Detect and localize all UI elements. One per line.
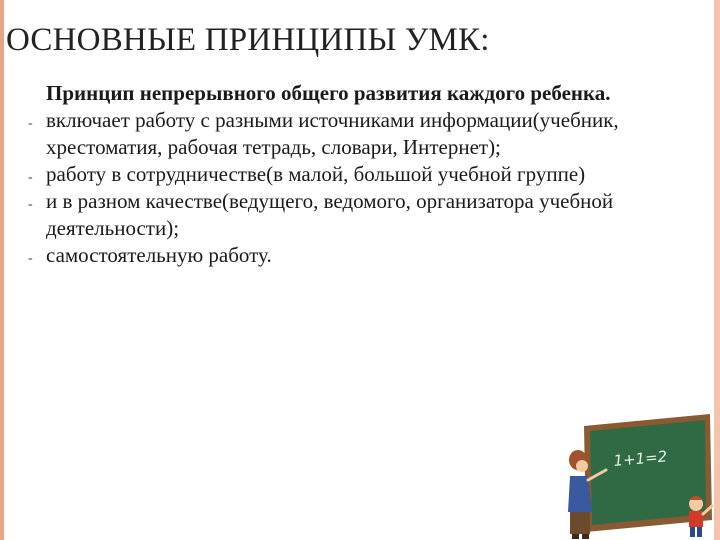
- bullet-dash: -: [28, 251, 33, 266]
- bullet-item: [0, 242, 700, 269]
- bullet-text: включает работу с разными источниками информации(учебник, хрестоматия, рабочая тетрадь, словари, Интернет);: [46, 108, 619, 159]
- bullet-item: [0, 161, 700, 188]
- chalkboard-text: 1+1=2: [612, 447, 668, 470]
- teacher-chalkboard-illustration: [548, 408, 718, 540]
- slide-title: ОСНОВНЫЕ ПРИНЦИПЫ УМК:: [6, 22, 490, 58]
- principle-heading: Принцип непрерывного общего развития каждого ребенка.: [46, 81, 611, 105]
- bullet-dash: -: [28, 116, 33, 131]
- slide-body: [0, 80, 700, 269]
- bullet-text: самостоятельную работу.: [46, 243, 272, 267]
- bullet-item: [0, 188, 700, 242]
- bullet-dash: -: [28, 197, 33, 212]
- bullet-text: работу в сотрудничестве(в малой, большой учебной группе): [46, 162, 586, 186]
- bullet-text: и в разном качестве(ведущего, ведомого, организатора учебной деятельности);: [46, 189, 614, 240]
- bullet-dash: -: [28, 170, 33, 185]
- bullet-item: [0, 107, 700, 161]
- chalkboard: [590, 420, 706, 525]
